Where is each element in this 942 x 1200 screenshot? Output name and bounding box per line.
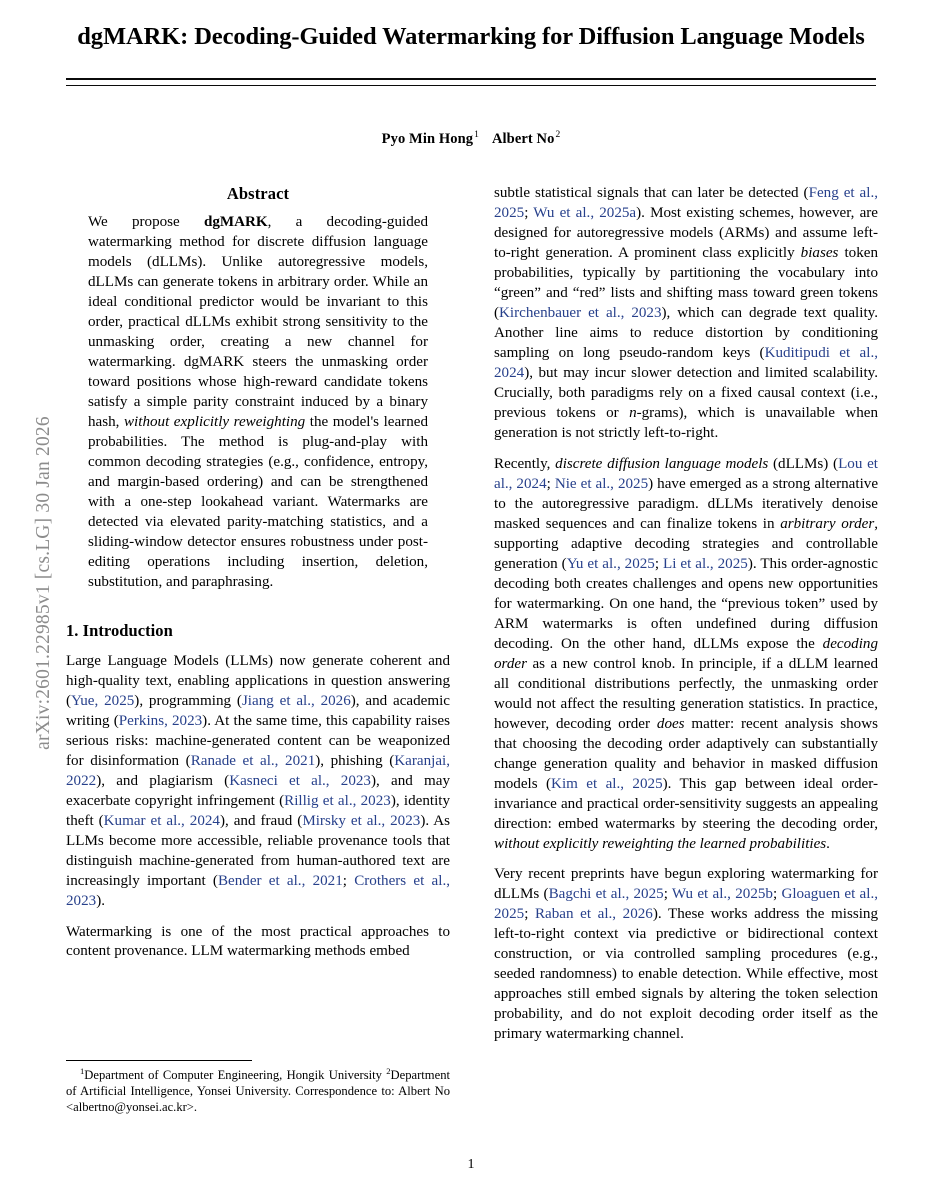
body-columns: [66, 184, 878, 1144]
section-heading-introduction: 1. Introduction: [66, 620, 173, 640]
citation-wu-2025b[interactable]: Wu et al., 2025b: [671, 886, 773, 903]
abstract-body: [88, 213, 428, 593]
intro-text: ), and fraud (: [219, 812, 303, 829]
math-variable-n: n: [629, 404, 637, 421]
emphasis-does: does: [656, 715, 685, 732]
body-text: ). Most existing schemes, however, are designed for autoregressive models (ARMs) and assume left-to-right generation. A prominent class explicitly: [494, 204, 878, 261]
citation-karanjai-2022[interactable]: Karanjai, 2022: [66, 752, 450, 789]
intro-paragraph-2: Watermarking is one of the most practical approaches to content provenance. LLM watermarking methods embed: [66, 923, 450, 960]
citation-jiang-2026[interactable]: Jiang et al., 2026: [241, 692, 351, 709]
author-affiliation-mark-2: 2: [555, 129, 561, 140]
footnote-block: [66, 1060, 450, 1116]
intro-text: ), phishing (: [315, 752, 395, 769]
paper-header: [66, 22, 876, 148]
intro-text: ;: [342, 872, 355, 889]
abstract-text-3: the model's learned probabilities. The method is plug-and-play with common decoding strategies (e.g., confidence, entropy, and margin-based ordering) and can be strengthened with a one-step lookahead variant. Watermarks are detected via elevated parity-matching statistics, and a sliding-window detector ensures robustness under post-editing operations including insertion, deletion, substitution, and paraphrasing.: [88, 413, 428, 590]
intro-text: ). At the same time, this capability raises serious risks: machine-generated content can be weaponized for disinformation (: [66, 712, 450, 769]
body-text: Very recent preprints have begun exploring watermarking for dLLMs (: [494, 866, 878, 903]
body-text: ;: [772, 886, 782, 903]
footnote-mark-2: 2: [386, 1066, 391, 1076]
citation-raban-2026[interactable]: Raban et al., 2026: [534, 906, 653, 923]
emphasis-decoding-order: decoding order: [494, 635, 878, 672]
author-affiliation-mark-1: 1: [474, 129, 479, 140]
body-text: ) have emerged as a strong alternative to the autoregressive paradigm. dLLMs iteratively denoise masked sequences and can finalize tokens in: [494, 475, 879, 532]
citation-li-2025[interactable]: Li et al., 2025: [663, 555, 748, 572]
body-text: (dLLMs) (: [768, 455, 839, 472]
citation-crothers-2023[interactable]: Crothers et al., 2023: [66, 872, 450, 909]
author-name-1: Pyo Min Hong: [381, 130, 474, 147]
body-text: ). These works address the missing left-to-right context via predictive or bidirectional context construction, or via controlled sampling procedures (e.g., seeded randomness) to enable detection. While effective, most approaches still embed signals by altering the token selection probability, and do not exploit decoding order itself as the primary watermarking channel.: [494, 906, 878, 1043]
citation-gloaguen-2025[interactable]: Gloaguen et al., 2025: [494, 886, 878, 923]
citation-feng-2025[interactable]: Feng et al., 2025: [494, 185, 878, 221]
intro-text: ), and may exacerbate copyright infringement (: [66, 772, 451, 809]
citation-kim-2025[interactable]: Kim et al., 2025: [551, 775, 663, 792]
emphasis-arbitrary-order: arbitrary order: [780, 515, 875, 532]
body-text: , supporting adaptive decoding strategies and controllable generation (: [494, 515, 878, 572]
citation-yu-2025[interactable]: Yu et al., 2025: [566, 555, 655, 572]
citation-kasneci-2023[interactable]: Kasneci et al., 2023: [229, 772, 371, 789]
abstract-emphasis: without explicitly reweighting: [123, 413, 306, 430]
footnote-affiliation-1: Department of Computer Engineering, Hongik University: [84, 1068, 382, 1083]
intro-text: ).: [96, 892, 105, 909]
left-column: [66, 184, 450, 1144]
intro-text: ). As LLMs become more accessible, reliable provenance tools that distinguish machine-generated from human-authored text are increasingly important (: [66, 812, 451, 889]
body-text: ), which can degrade text quality. Another line aims to reduce distortion by conditioning sampling on long pseudo-random keys (: [494, 304, 878, 361]
arxiv-stamp: arXiv:2601.22985v1 [cs.LG] 30 Jan 2026: [33, 416, 54, 750]
abstract-paragraph: [88, 213, 428, 593]
citation-nie-2025[interactable]: Nie et al., 2025: [554, 475, 649, 492]
page-number: 1: [467, 1157, 475, 1172]
citation-bagchi-2025[interactable]: Bagchi et al., 2025: [548, 886, 664, 903]
body-text: ;: [663, 886, 672, 903]
citation-kumar-2024[interactable]: Kumar et al., 2024: [103, 812, 220, 829]
body-text: .: [826, 835, 830, 852]
body-text: token probabilities, typically by partitioning the vocabulary into “green” and “red” lists and shifting mass toward green tokens (: [494, 244, 878, 321]
body-text: ;: [654, 555, 664, 572]
citation-lou-2024[interactable]: Lou et al., 2024: [494, 455, 878, 492]
citation-mirsky-2023[interactable]: Mirsky et al., 2023: [302, 812, 421, 829]
citation-bender-2021[interactable]: Bender et al., 2021: [217, 872, 343, 889]
right-paragraph-2: [494, 455, 878, 855]
body-text: ;: [524, 204, 534, 221]
body-text: ;: [524, 906, 535, 923]
body-text: matter: recent analysis shows that choosing the decoding order adaptively can substantially change generation quality and behavior in masked diffusion models (: [494, 715, 878, 792]
intro-text: ), and academic writing (: [66, 692, 450, 729]
author-list: [66, 130, 876, 148]
intro-text: Large Language Models (LLMs) now generate coherent and high-quality text, enabling applications in question answering (: [66, 652, 450, 709]
emphasis-biases: biases: [800, 244, 839, 261]
right-paragraph-3: [494, 865, 878, 1045]
body-text: subtle statistical signals that can later be detected (: [494, 185, 809, 201]
citation-ranade-2021[interactable]: Ranade et al., 2021: [190, 752, 316, 769]
citation-perkins-2023[interactable]: Perkins, 2023: [118, 712, 203, 729]
intro-text: ), identity theft (: [66, 792, 451, 829]
body-text: -grams), which is unavailable when generation is not strictly left-to-right.: [494, 404, 878, 441]
emphasis-without-reweighting: without explicitly reweighting the learned probabilities: [494, 835, 827, 852]
citation-rillig-2023[interactable]: Rillig et al., 2023: [284, 792, 391, 809]
citation-wu-2025a[interactable]: Wu et al., 2025a: [533, 204, 637, 221]
header-rule: [66, 78, 876, 86]
body-text: ). This order-agnostic decoding both creates challenges and opens new opportunities for watermarking. On one hand, the “previous token” used by ARM watermarks is often undefined during diffusion decoding. On the other hand, dLLMs expose the: [494, 555, 878, 652]
citation-yue-2025[interactable]: Yue, 2025: [71, 692, 135, 709]
abstract-text-2: , a decoding-guided watermarking method for discrete diffusion language models (dLLMs). Unlike autoregressive models, dLLMs can generate tokens in arbitrary order. While an ideal conditional predictor would be invariant to this order, practical dLLMs exhibit strong sensitivity to the unmasking order, creating a new channel for watermarking. dgMARK steers the unmasking order toward positions whose high-reward candidate tokens satisfy a simple parity constraint induced by a binary hash,: [88, 214, 428, 430]
abstract-method-name: dgMARK: [203, 214, 268, 230]
intro-text: ), programming (: [134, 692, 242, 709]
abstract-text-1: We propose: [88, 214, 204, 230]
citation-kuditipudi-2024[interactable]: Kuditipudi et al., 2024: [494, 344, 878, 381]
abstract-heading: Abstract: [226, 184, 290, 203]
page-title: dgMARK: Decoding-Guided Watermarking for Diffusion Language Models: [77, 23, 865, 50]
footnote-rule: [66, 1060, 252, 1061]
footnote-text: [66, 1066, 450, 1116]
right-paragraph-1: [494, 184, 878, 444]
footnote-affiliation-2: Department of Artificial Intelligence, Yonsei University. Correspondence to: Albert No <albertno@yonsei.ac.kr>.: [66, 1068, 450, 1115]
citation-kirchenbauer-2023[interactable]: Kirchenbauer et al., 2023: [499, 304, 662, 321]
author-name-2: Albert No: [491, 130, 555, 147]
emphasis-dllm-definition: discrete diffusion language models: [555, 455, 769, 472]
body-text: Recently,: [494, 455, 556, 472]
body-text: ), but may incur slower detection and limited scalability. Crucially, both paradigms rely on a fixed causal context (i.e., previous tokens or: [494, 364, 878, 421]
body-text: ). This gap between ideal order-invariance and practical order-sensitivity suggests an appealing direction: embed watermarks by steering the decoding order,: [494, 775, 878, 832]
intro-text: ), and plagiarism (: [96, 772, 230, 789]
intro-paragraph-1: [66, 652, 450, 912]
body-text: as a new control knob. In principle, if a dLLM learned all conditional distributions perfectly, the unmasking order would not affect the resulting generation statistics. In practice, however, decoding order: [494, 655, 878, 732]
right-column: [494, 184, 878, 1144]
body-text: ;: [546, 475, 555, 492]
footnote-mark-1: 1: [80, 1066, 85, 1076]
